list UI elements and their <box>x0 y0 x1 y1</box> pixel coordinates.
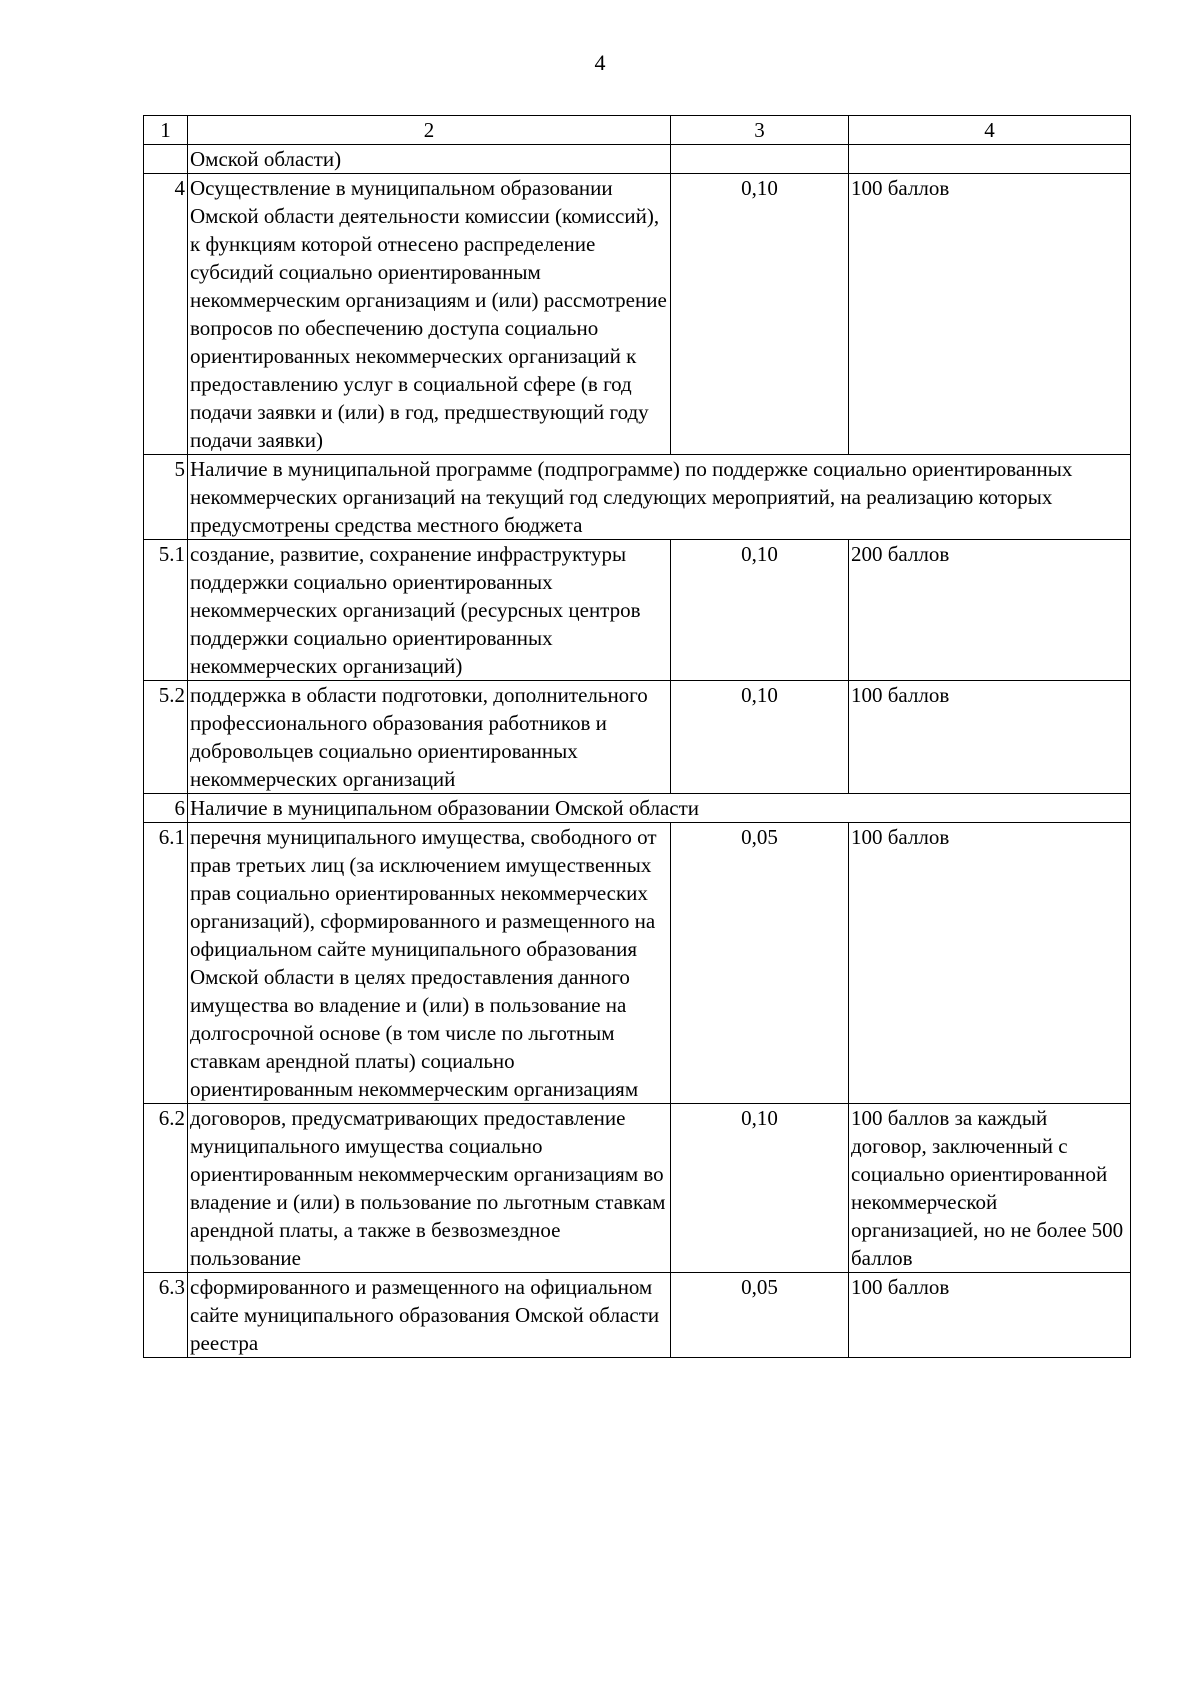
row-text: создание, развитие, сохранение инфраструктуры поддержки социально ориентированных некоммерческих организаций (ресурсных центров поддержки социально ориентированных некоммерческих организаций) <box>188 540 671 681</box>
row-text: Осуществление в муниципальном образовании Омской области деятельности комиссии (комиссий), к функциям которой отнесено распределение субсидий социально ориентированным некоммерческим организациям и (или) рассмотрение вопросов по обеспечению доступа социально ориентированных некоммерческих организаций к предоставлению услуг в социальной сфере (в год подачи заявки и (или) в год, предшествующий году подачи заявки) <box>188 174 671 455</box>
page-number: 4 <box>594 50 606 75</box>
table-row <box>144 455 1131 540</box>
table-row <box>144 174 1131 455</box>
header-cell-1: 1 <box>144 116 188 145</box>
criteria-table <box>143 115 1131 1358</box>
row-coefficient: 0,10 <box>671 174 849 455</box>
row-score: 100 баллов <box>849 174 1131 455</box>
header-cell-4: 4 <box>849 116 1131 145</box>
table-row <box>144 145 1131 174</box>
row-coefficient: 0,10 <box>671 681 849 794</box>
row-number: 5.1 <box>144 540 188 681</box>
row-score: 100 баллов <box>849 1273 1131 1358</box>
row-number: 5 <box>144 455 188 540</box>
row-score: 200 баллов <box>849 540 1131 681</box>
row-coefficient: 0,10 <box>671 1104 849 1273</box>
row-text: договоров, предусматривающих предоставление муниципального имущества социально ориентированным некоммерческим организациям во владение и (или) в пользование по льготным ставкам арендной платы, а также в безвозмездное пользование <box>188 1104 671 1273</box>
row-text: Наличие в муниципальном образовании Омской области <box>188 794 1131 823</box>
row-number: 6 <box>144 794 188 823</box>
row-coefficient: 0,05 <box>671 1273 849 1358</box>
row-score <box>849 145 1131 174</box>
row-number: 6.2 <box>144 1104 188 1273</box>
table-row <box>144 1273 1131 1358</box>
row-coefficient: 0,10 <box>671 540 849 681</box>
header-cell-3: 3 <box>671 116 849 145</box>
row-score: 100 баллов за каждый договор, заключенный с социально ориентированной некоммерческой организацией, но не более 500 баллов <box>849 1104 1131 1273</box>
row-number: 6.1 <box>144 823 188 1104</box>
row-score: 100 баллов <box>849 681 1131 794</box>
table-row <box>144 794 1131 823</box>
table-row <box>144 681 1131 794</box>
row-text: Омской области) <box>188 145 671 174</box>
row-text: Наличие в муниципальной программе (подпрограмме) по поддержке социально ориентированных некоммерческих организаций на текущий год следующих мероприятий, на реализацию которых предусмотрены средства местного бюджета <box>188 455 1131 540</box>
row-text: сформированного и размещенного на официальном сайте муниципального образования Омской области реестра <box>188 1273 671 1358</box>
table-row <box>144 823 1131 1104</box>
table-row <box>144 540 1131 681</box>
row-number <box>144 145 188 174</box>
header-cell-2: 2 <box>188 116 671 145</box>
row-coefficient <box>671 145 849 174</box>
row-number: 5.2 <box>144 681 188 794</box>
row-coefficient: 0,05 <box>671 823 849 1104</box>
table-header-row <box>144 116 1131 145</box>
row-text: перечня муниципального имущества, свободного от прав третьих лиц (за исключением имущественных прав социально ориентированных некоммерческих организаций), сформированного и размещенного на официальном сайте муниципального образования Омской области в целях предоставления данного имущества во владение и (или) в пользование на долгосрочной основе (в том числе по льготным ставкам арендной платы) социально ориентированным некоммерческим организациям <box>188 823 671 1104</box>
row-number: 4 <box>144 174 188 455</box>
row-text: поддержка в области подготовки, дополнительного профессионального образования работников и добровольцев социально ориентированных некоммерческих организаций <box>188 681 671 794</box>
row-score: 100 баллов <box>849 823 1131 1104</box>
row-number: 6.3 <box>144 1273 188 1358</box>
table-row <box>144 1104 1131 1273</box>
